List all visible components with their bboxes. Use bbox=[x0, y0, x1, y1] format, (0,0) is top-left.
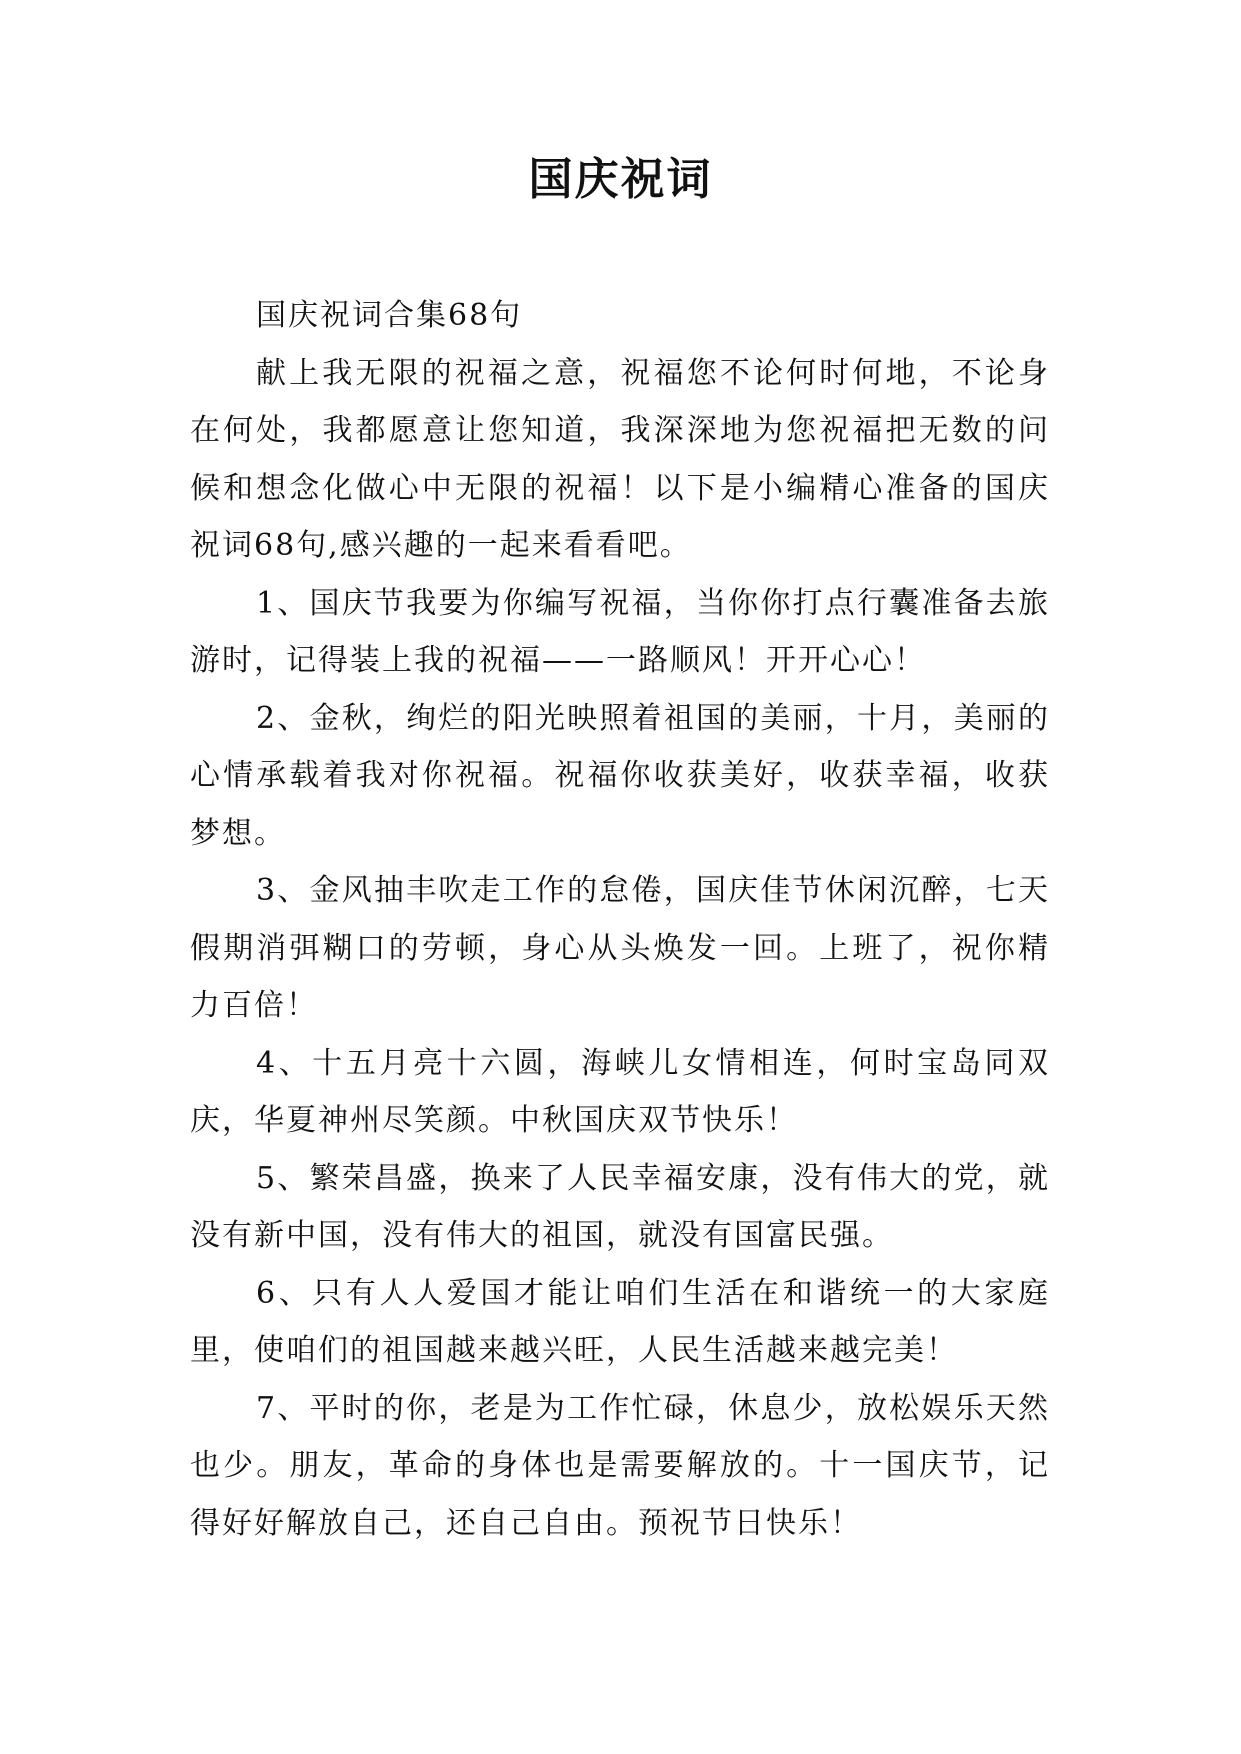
document-title: 国庆祝词 bbox=[528, 154, 713, 205]
paragraph-intro: 献上我无限的祝福之意，祝福您不论何时何地，不论身在何处，我都愿意让您知道，我深深地为您祝福把无数的问候和想念化做心中无限的祝福！以下是小编精心准备的国庆祝词68句,感兴趣的一起来看看吧。 bbox=[190, 355, 1050, 563]
paragraph-subtitle: 国庆祝词合集68句 bbox=[256, 298, 523, 333]
paragraph-item-2: 2、金秋，绚烂的阳光映照着祖国的美丽，十月，美丽的心情承载着我对你祝福。祝福你收获美好，收获幸福，收获梦想。 bbox=[190, 700, 1050, 851]
paragraph-item-4: 4、十五月亮十六圆，海峡儿女情相连，何时宝岛同双庆，华夏神州尽笑颜。中秋国庆双节快乐！ bbox=[190, 1045, 1050, 1138]
paragraph-item-6: 6、只有人人爱国才能让咱们生活在和谐统一的大家庭里，使咱们的祖国越来越兴旺，人民生活越来越完美！ bbox=[190, 1275, 1050, 1368]
paragraph-item-5: 5、繁荣昌盛，换来了人民幸福安康，没有伟大的党，就没有新中国，没有伟大的祖国，就没有国富民强。 bbox=[190, 1160, 1050, 1253]
paragraph-item-3: 3、金风抽丰吹走工作的怠倦，国庆佳节休闲沉醉，七天假期消弭糊口的劳顿，身心从头焕发一回。上班了，祝你精力百倍！ bbox=[190, 873, 1050, 1023]
paragraph-item-7: 7、平时的你，老是为工作忙碌，休息少，放松娱乐天然也少。朋友，革命的身体也是需要解放的。十一国庆节，记得好好解放自己，还自己自由。预祝节日快乐！ bbox=[190, 1390, 1050, 1541]
document-body bbox=[190, 287, 1050, 1552]
paragraph-item-1: 1、国庆节我要为你编写祝福，当你你打点行囊准备去旅游时，记得装上我的祝福——一路顺风！开开心心！ bbox=[190, 585, 1050, 678]
